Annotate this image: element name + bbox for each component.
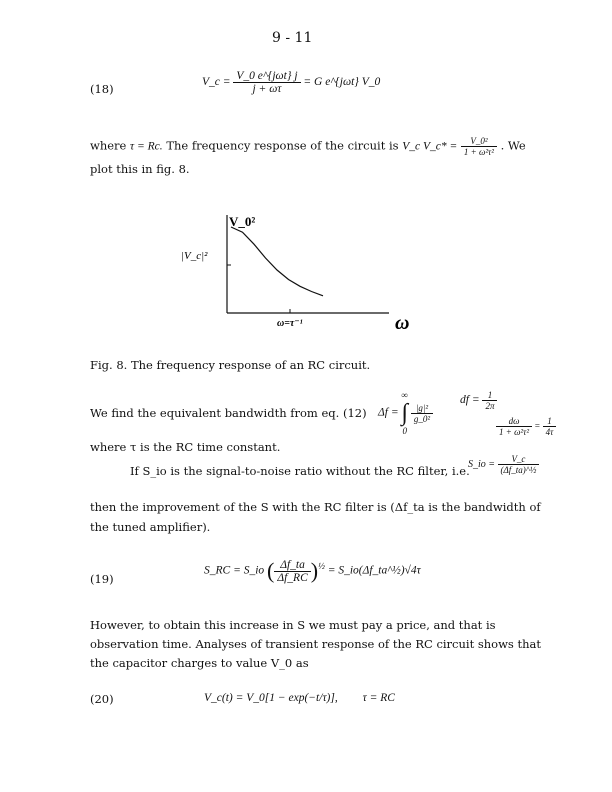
snr-line-1: If S_io is the signal-to-noise ratio without the RC filter, i.e. [130, 464, 470, 478]
eq19-lhs: S_RC = S_io [204, 564, 265, 577]
frac2-den: 2π [485, 401, 495, 411]
result-den: 4τ [545, 427, 554, 437]
y-label-top: V_0² [229, 214, 256, 229]
snr-line-3: the tuned amplifier). [90, 520, 211, 534]
eq18-rhs: = G e^{jωt} V_0 [303, 76, 381, 89]
paragraph-2-line-3: the capacitor charges to value V_0 as [90, 656, 309, 670]
figure-8-caption: Fig. 8. The frequency response of an RC circuit. [90, 358, 371, 372]
snr-s-io: S_io = [468, 458, 496, 470]
expr-num: V_0² [461, 136, 497, 147]
eq18-num: V_0 e^{jωt} j [233, 70, 300, 83]
tau-definition: τ = Rc. [130, 140, 163, 153]
eq19-num: Δf_ta [274, 559, 310, 572]
bandwidth-equation: Δf = ∞ ∫ 0 $\frac{\text{|g|²}}{\text{g\_0²}}$ [378, 390, 433, 436]
eq19-exp: ½ [318, 560, 325, 571]
bandwidth-text: We find the equivalent bandwidth from eq. (12) [90, 406, 367, 420]
page-number: 9 - 11 [272, 30, 313, 46]
equation-20-label: (20) [90, 692, 114, 706]
snr-den: (Δf_ta)^½ [500, 465, 537, 475]
frac2-num: 1 [482, 390, 497, 401]
paragraph-1-line-2: plot this in fig. 8. [90, 162, 190, 176]
eq20-tau: τ = RC [362, 692, 395, 704]
frac1-num: |g|² [411, 403, 433, 414]
frac1-den: g_0² [413, 413, 431, 424]
delta-f: Δf = [378, 406, 399, 419]
frac3-den: 1 + ω²τ² [499, 427, 530, 437]
text-frequency-response: The frequency response of the circuit is [166, 138, 399, 153]
frac3-num: dω [496, 416, 532, 427]
equation-18 [202, 70, 380, 95]
response-curve [231, 227, 323, 296]
int-upper: ∞ [401, 390, 408, 400]
paragraph-1-line-1 [90, 136, 526, 157]
y-axis-label: |V_c|² [181, 250, 208, 262]
equation-19: S_RC = S_io ( $\frac{\Delta f\_ta}{\Delta f\_RC}$ )$^{\frac{1}{2}}$ = S_io(Δf_ta^½)√4τ [204, 558, 421, 584]
equation-18-label: (18) [90, 82, 114, 96]
bandwidth-where: where τ is the RC time constant. [90, 440, 281, 454]
figure-8-plot [175, 205, 425, 335]
x-tick-label: ω=τ⁻¹ [277, 318, 303, 329]
bandwidth-rest: $\frac{d\omega}{\text{1 + ω²τ²}}$ = $\frac{1}{4\tau}$ [496, 416, 556, 437]
text-we: . We [500, 138, 526, 153]
snr-expr [468, 454, 539, 475]
eq20-expr: V_c(t) = V_0[1 − exp(−t/τ)], [204, 692, 338, 704]
snr-line-2: then the improvement of the S with the RC filter is (Δf_ta is the bandwidth of [90, 500, 541, 514]
bandwidth-equation-rhs [460, 390, 497, 411]
int-lower: 0 [402, 426, 407, 436]
eq18-den: j + ωτ [252, 83, 282, 95]
result-num: 1 [543, 416, 557, 427]
paragraph-2-line-1: However, to obtain this increase in S we must pay a price, and that is [90, 618, 496, 632]
snr-num: V_c [498, 454, 540, 465]
expr-vcvc: V_c V_c* = [402, 140, 458, 153]
x-axis-label: ω [395, 312, 410, 334]
paragraph-2-line-2: observation time. Analyses of transient response of the RC circuit shows that [90, 637, 541, 651]
eq19-rhs: = S_io(Δf_ta^½)√4τ [327, 564, 421, 577]
eq19-den: Δf_RC [277, 571, 308, 584]
df: df = [460, 394, 480, 407]
eq18-lhs: V_c = [202, 76, 231, 89]
equation-19-label: (19) [90, 572, 114, 586]
expr-den: 1 + ω²τ² [463, 147, 494, 157]
equation-20 [204, 692, 395, 704]
text-where: where [90, 138, 127, 153]
